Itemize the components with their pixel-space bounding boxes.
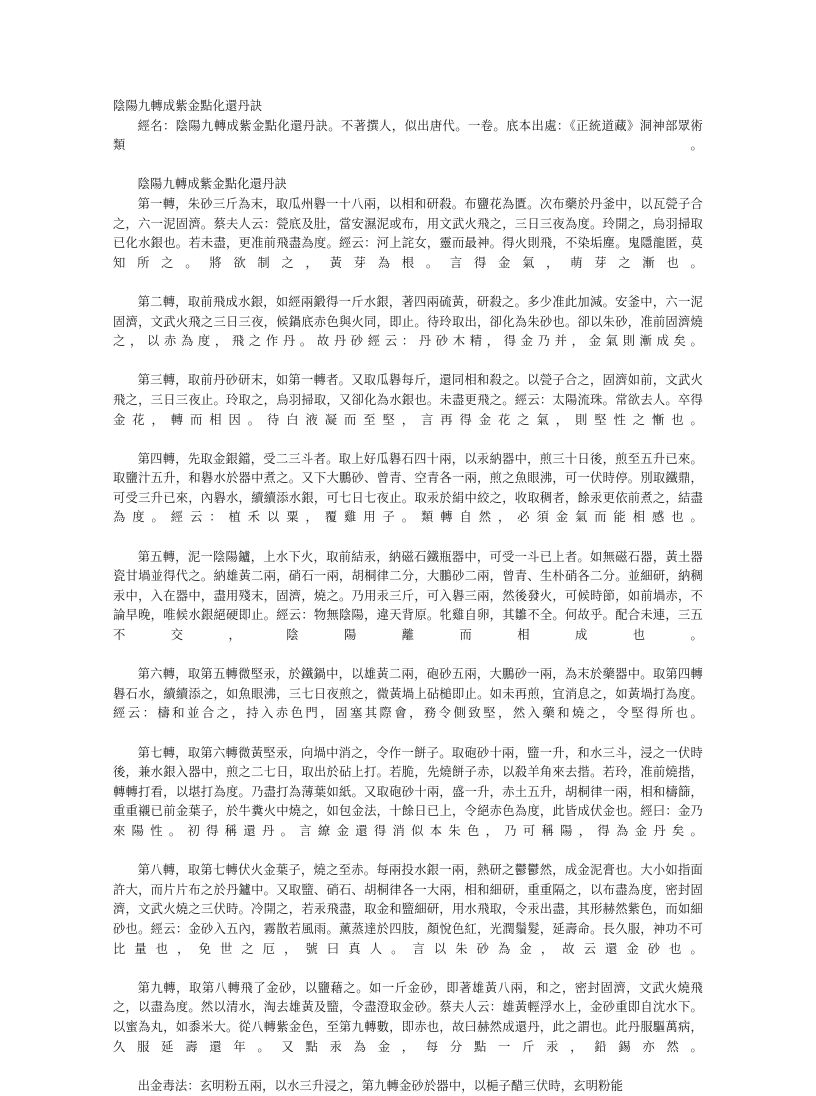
paragraph-turn-2: 第二轉，取前飛成水銀，如經兩鍛得一斤水銀，著四兩硫黃，研殺之。多少准此加減。安釜中，六一泥固濟，文武火飛之三日三夜，候鍋底赤色與火同，即止。待玲取出，卻化為朱砂也。卻以朱砂，准前固濟燒之，以赤為度，飛之作丹。故丹砂經云：丹砂木精，得金乃并，金氣則漸成矣。 [113,294,703,349]
paragraph-turn-5: 第五轉，泥一陰陽鑪，上水下火，取前結汞，納磁石鐵瓶器中，可受一斗已上者。如無磁石器，黃土器瓷甘堝並得代之。納雄黃二兩，硝石一兩，胡桐律二分，大鵬砂二兩，曾青、生朴硝各二分。並細研，納稠汞中，入在器中，盡用殘末，固濟，燒之。乃用汞三斤，可入礜三兩，然後發火，可候時節，如前堝赤，不論早晚，唯候水銀絕硬即止。經云：物無陰陽，違天背原。牝雞自卵，其雛不全。何故乎。配合未連，三五不交，陰陽離而相成也。 [113,549,703,643]
paragraph-turn-4: 第四轉，先取金銀鐺，受二三斗者。取上好瓜礜石四十兩，以汞納器中，煎三十日後，煎至五升已來。取鹽汁五升，和礜水於器中煮之。又下大鵬砂、曾青、空青各一兩，煎之魚眼沸，可一伏時停。別取鐵鼎，可受三升已來，內礜水，續續添水銀，可七日七夜止。取汞於絹中絞之，收取稠者，餘汞更依前煮之，結盡為度。經云：植禾以粟，覆雞用子。類轉自然，必須金氣而能相感也。 [113,451,703,525]
paragraph-colophon: 經名：陰陽九轉成紫金點化還丹訣。不著撰人，似出唐代。一卷。底本出處：《正統道藏》洞神部眾術類。 [113,118,703,153]
paragraph-turn-6: 第六轉，取第五轉微堅汞，於鐵鍋中，以雄黃二兩，砲砂五兩，大鵬砂一兩，為末於藥器中。取第四轉礜石水，續續添之，如魚眼沸，三七日夜煎之，微黃堝上砧槌即止。如未再煎，宜消息之，如黃堝打為度。經云：檮和並合之，持入赤色門，固塞其際會，務令側致堅，然入藥和燒之，令堅得所也。 [113,667,703,721]
paragraph-turn-3: 第三轉，取前丹砂研末，如第一轉者。又取瓜礜每斤，還同相和殺之。以甇子合之，固濟如前，文武火飛之，三日三夜止。玲取之，烏羽掃取，又卻化為水銀也。未盡更飛之。經云：太陽流珠。常欲去人。卒得金花，轉而相因。待白液凝而至堅，言再得金花之氣，則堅性之慚也。 [113,373,703,427]
document-text-body [113,97,703,1096]
paragraph-inner-title: 陰陽九轉成紫金點化還丹訣 [137,177,287,192]
paragraph-turn-1: 第一轉，朱砂三斤為末，取瓜州礜一十八兩，以相和研殺。布鹽花為匱。次布藥於丹釜中，以瓦甇子合之，六一泥固濟。蔡夫人云：甇底及肚，當安濕泥或布，用文武火飛之，三日三夜為度。玲開之，烏羽掃取已化水銀也。若未盡，更准前飛盡為度。經云：河上詫女，靈而最神。得火則飛，不染垢塵。鬼隱龍匿，莫知所之。將欲制之，黃芽為根。言得金氣，萌芽之漸也。 [113,196,703,270]
document-heading: 陰陽九轉成紫金點化還丹訣 [113,99,263,113]
paragraph-turn-9: 第九轉，取第八轉飛了金砂，以鹽藉之。如一斤金砂，即著雄黃八兩，和之，密封固濟，文武火燒飛之，以盡為度。然以清水，淘去雄黃及盬，令盡澄取金砂。蔡夫人云：雄黃輕浮水上，金砂重即自沈水下。以蜜為丸，如黍米大。從八轉紫金色，至第九轉數，即赤也，故曰赫然成還丹，此之謂也。此丹服驅萬病，久服延壽還年。又點汞為金，每分點一斤汞，鉛錫亦然。 [113,980,703,1054]
paragraph-turn-8: 第八轉，取第七轉伏火金葉子，燒之至赤。每兩投水銀一兩，熱研之鬱鬱然，成金泥膏也。大小如指面許大，而片片布之於丹鑪中。又取盬、硝石、胡桐律各一大兩，相和細研，重重隔之，以布盡為度，密封固濟，文武火燒之三伏時。冷開之，若汞飛盡，取金和盬細研，用水飛取，令汞出盡，其形赫然紫色，而如細砂也。經云：金砂入五內，霧散若風雨。薰蒸達於四肢，顏悅色紅，光潤鬚髮，延壽命。長久服，神功不可比量也，免世之厄，號曰真人。言以朱砂為金，故云還金砂也。 [113,863,703,956]
paragraph-detox-method: 出金毒法：玄明粉五兩，以水三升浸之，第九轉金砂於器中，以梔子醋三伏時，玄明粉能 [137,1078,624,1093]
paragraph-turn-7: 第七轉，取第六轉微黃堅汞，向堝中消之，令作一餅子。取砲砂十兩，盬一升，和水三斗，浸之一伏時後，兼水銀入器中，煎之二七日，取出於砧上打。若脆，先燒餅子赤，以殺羊角來去揩。若玲，准前燒揩，轉轉打看，以堪打為度。乃盡打為薄葉如紙。又取砲砂十兩，盛一升，赤土五升，胡桐律一兩，相和檮篩，重重襯已前金葉子，於牛糞火中燒之，如包金法，十餘日已上，令絕赤色為度，此皆成伏金也。經曰：金乃來陽性。初得稱還丹。言繚金還得消似本朱色，乃可稱陽，得為金丹矣。 [113,745,703,838]
